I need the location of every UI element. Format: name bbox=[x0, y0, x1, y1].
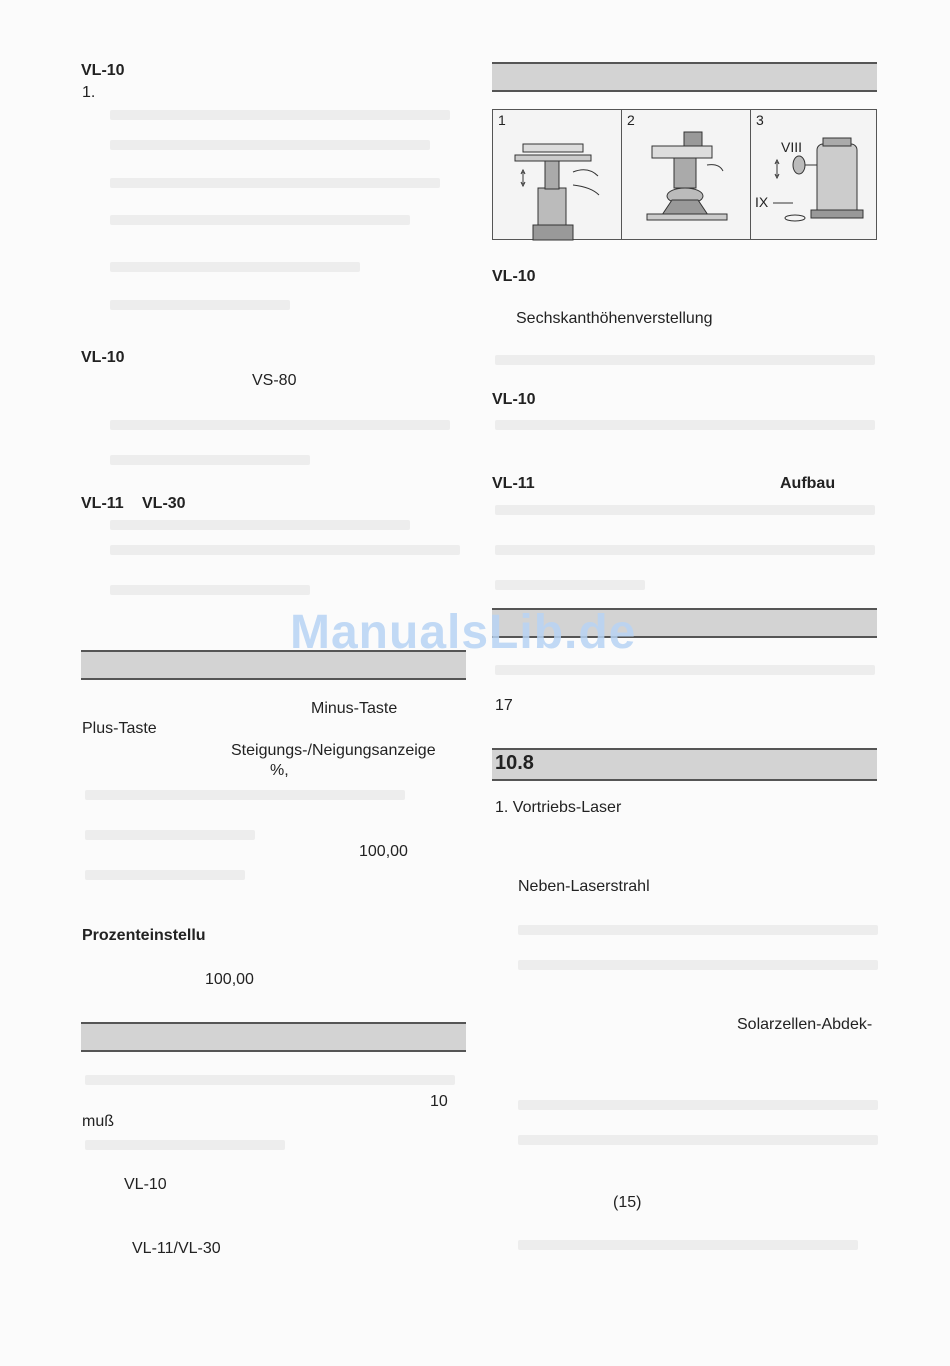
vl10-heading-b: VL-10 bbox=[492, 391, 536, 408]
vl11-label: VL-11 bbox=[81, 495, 124, 512]
neben-laserstrahl-label: Neben-Laserstrahl bbox=[518, 878, 650, 895]
section-bar-left-2 bbox=[81, 1022, 466, 1052]
tripod-head-illustration-2 bbox=[622, 110, 752, 241]
vl11-heading: VL-11 bbox=[492, 475, 535, 492]
plus-taste-label: Plus-Taste bbox=[82, 720, 157, 737]
vl11-vl30-label: VL-11/VL-30 bbox=[132, 1240, 221, 1257]
fig3-viii-label: VIII bbox=[781, 139, 803, 155]
step-1-label: 1. bbox=[82, 84, 96, 101]
vl10-heading-1: VL-10 bbox=[81, 62, 125, 79]
percent-label: %, bbox=[270, 762, 289, 779]
num-10-label: 10 bbox=[430, 1093, 448, 1110]
section-bar-10-8 bbox=[492, 748, 877, 781]
figure-panel-3 bbox=[750, 109, 877, 240]
solarzellen-label: Solarzellen-Abdek- bbox=[737, 1016, 873, 1033]
vl30-label: VL-30 bbox=[142, 495, 186, 512]
vl10-plain-label: VL-10 bbox=[124, 1176, 167, 1193]
prozenteinstellung-heading: Prozenteinstellu bbox=[82, 927, 206, 944]
vl10-heading-2: VL-10 bbox=[81, 349, 125, 366]
laser-unit-illustration bbox=[751, 110, 878, 241]
tripod-head-illustration-1 bbox=[493, 110, 623, 241]
figure-panel-1 bbox=[492, 109, 622, 240]
value-100-b: 100,00 bbox=[205, 971, 254, 988]
num-17-label: 17 bbox=[495, 697, 513, 714]
vs80-label: VS-80 bbox=[252, 372, 297, 389]
watermark: ManualsLib.de bbox=[290, 606, 637, 659]
figure-panel-2 bbox=[621, 109, 751, 240]
muss-label: muß bbox=[82, 1113, 114, 1130]
steigungs-anzeige-label: Steigungs-/Neigungsanzeige bbox=[231, 742, 436, 759]
aufbau-heading: Aufbau bbox=[780, 475, 836, 492]
figure-number-1: 1 bbox=[498, 112, 506, 128]
fig3-ix-label: IX bbox=[755, 194, 769, 210]
figure-number-3: 3 bbox=[756, 112, 764, 128]
ref-15-label: (15) bbox=[613, 1194, 642, 1211]
figure-number-2: 2 bbox=[627, 112, 635, 128]
section-bar-right-top bbox=[492, 62, 877, 92]
vl10-heading-a: VL-10 bbox=[492, 268, 536, 285]
sechskant-label: Sechskanthöhenverstellung bbox=[516, 310, 713, 327]
minus-taste-label: Minus-Taste bbox=[311, 700, 398, 717]
vortriebs-laser-label: 1. Vortriebs-Laser bbox=[495, 799, 622, 816]
section-10-8-title: 10.8 bbox=[495, 752, 534, 774]
value-100-a: 100,00 bbox=[359, 843, 408, 860]
